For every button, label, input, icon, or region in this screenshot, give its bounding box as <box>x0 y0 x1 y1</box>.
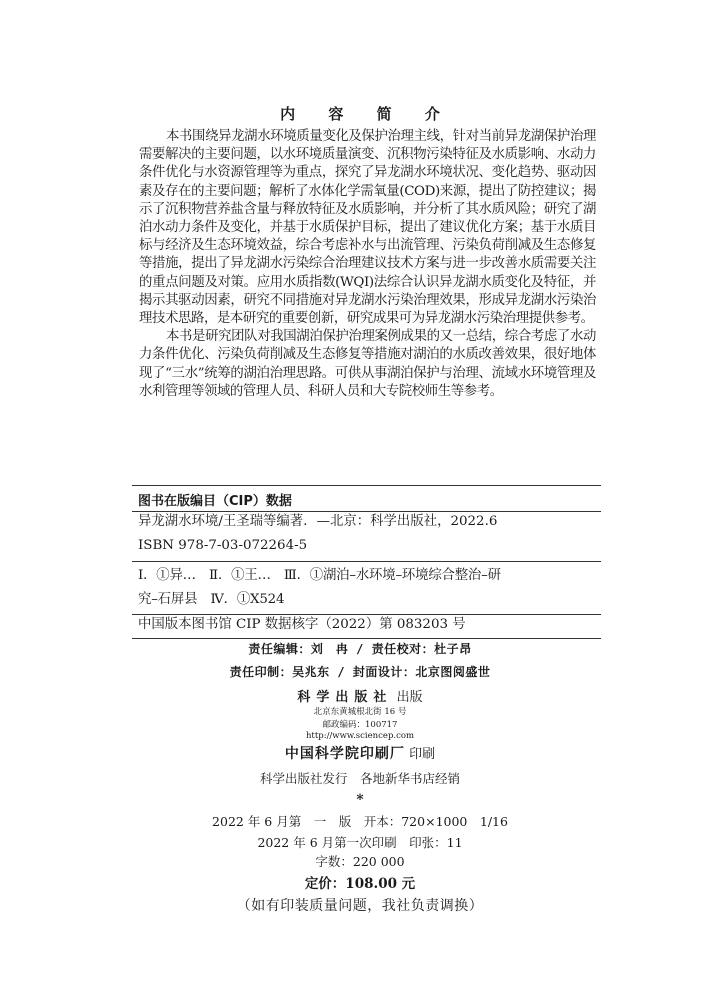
cip-classification-line-1: Ⅰ．①异… Ⅱ．①王… Ⅲ．①湖泊–水环境–环境综合整治–研 <box>138 568 501 583</box>
cip-book-line: 异龙湖水环境/王圣瑞等编著．—北京：科学出版社，2022.6 <box>138 514 498 529</box>
cip-isbn: ISBN 978-7-03-072264-5 <box>138 538 308 553</box>
cip-bottom-divider <box>132 638 601 639</box>
cip-number: 中国版本图书馆 CIP 数据核字（2022）第 083203 号 <box>138 617 466 632</box>
distribution-line: 科学出版社发行 各地新华书店经销 <box>259 771 460 786</box>
cip-top-divider <box>132 485 601 486</box>
printing-line: 2022 年 6 月第一次印刷 印张：11 <box>257 835 463 850</box>
printer-name: 中国科学院印刷厂 <box>284 746 405 762</box>
editors-line: 责任编辑：刘 冉 / 责任校对：杜子昂 <box>248 642 472 656</box>
publisher-name: 科学出版社 <box>297 690 393 705</box>
price-line: 定价：108.00 元 <box>304 876 416 892</box>
word-count-line: 字数：220 000 <box>315 854 405 869</box>
separator-asterisk: * <box>356 792 364 808</box>
printing-design-line: 责任印制：吴兆东 / 封面设计：北京图阅盛世 <box>229 665 491 679</box>
cip-header: 图书在版编目（CIP）数据 <box>138 494 292 509</box>
edition-line: 2022 年 6 月第 一 版 开本：720×1000 1/16 <box>212 814 508 829</box>
publisher-line <box>0 686 720 705</box>
intro-paragraph-2: 本书是研究团队对我国湖泊保护治理案例成果的又一总结，综合考虑了水动力条件优化、污染负荷削减及生态修复等措施对湖泊的水质改善效果，很好地体现了“三水”统筹的湖泊治理思路。可供从事湖泊保护与治理、流域水环境管理及水利管理等领域的管理人员、科研人员和大专院校师生等参考。 <box>139 329 596 399</box>
publisher-suffix: 出版 <box>396 690 423 705</box>
publisher-address: 北京东黄城根北街 16 号 <box>313 707 407 717</box>
publisher-postcode: 邮政编码：100717 <box>322 720 398 730</box>
quality-notice: （如有印装质量问题，我社负责调换） <box>236 898 484 914</box>
publisher-website: http://www.sciencep.com <box>305 731 415 741</box>
printer-line <box>0 743 720 763</box>
book-introduction <box>139 128 596 401</box>
printer-suffix: 印刷 <box>409 747 436 762</box>
cip-classification-line-2: 究–石屏县 Ⅳ．①X524 <box>138 592 285 607</box>
cip-isbn-divider <box>132 561 601 562</box>
section-title: 内 容 简 介 <box>280 105 454 123</box>
intro-paragraph-1: 本书围绕异龙湖水环境质量变化及保护治理主线，针对当前异龙湖保护治理需要解决的主要问题，以水环境质量演变、沉积物污染特征及水质影响、水动力条件优化与水资源管理等为重点，探究了异龙湖水环境状况、变化趋势、驱动因素及存在的主要问题；解析了水体化学需氧量(COD)来源，提出了防控建议；揭示了沉积物营养盐含量与释放特征及水质影响，并分析了其水质风险；研究了湖泊水动力条件及变化，并基于水质保护目标，提出了建议优化方案；基于水质目标与经济及生态环境效益，综合考虑补水与出流管理、污染负荷削减及生态修复等措施，提出了异龙湖水污染综合治理建议技术方案与进一步改善水质需要关注的重点问题及对策。应用水质指数(WQI)法综合认识异龙湖水质变化及特征，并揭示其驱动因素，研究不同措施对异龙湖水污染治理效果，形成异龙湖水污染治理技术思路，是本研究的重要创新，研究成果可为异龙湖水污染治理提供参考。 <box>139 129 596 327</box>
